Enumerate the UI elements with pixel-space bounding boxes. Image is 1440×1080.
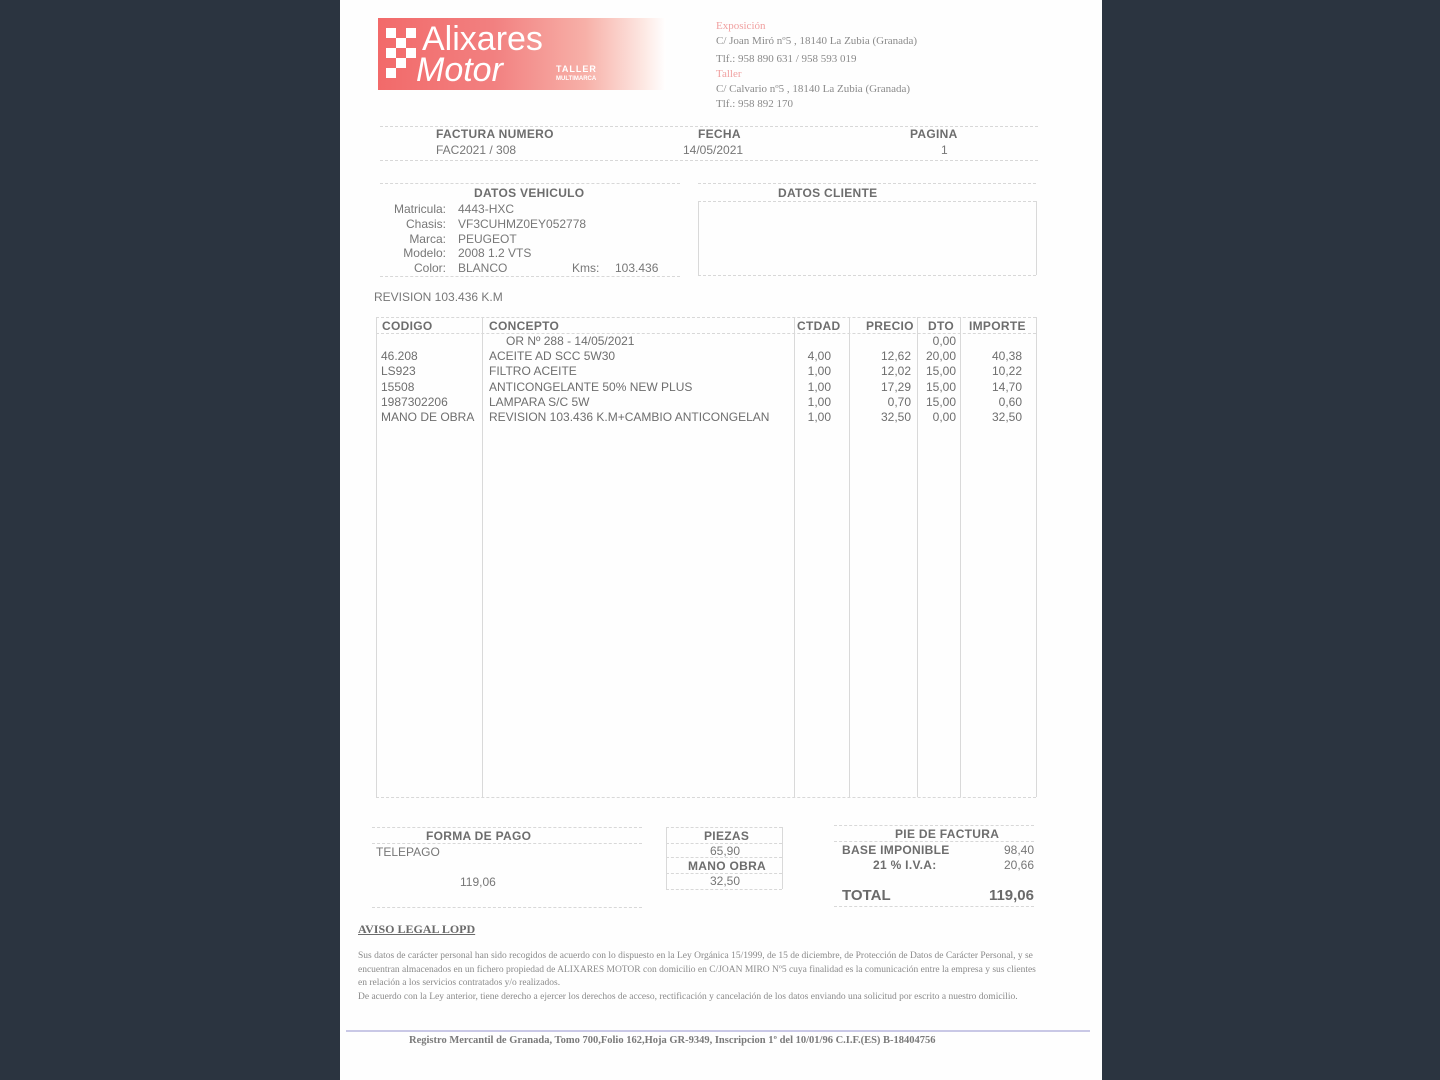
exposicion-phone: Tlf.: 958 890 631 / 958 593 019 — [716, 53, 857, 65]
checker-square — [406, 48, 416, 58]
cell-dto: 15,00 — [925, 395, 956, 409]
taxable-base-label: BASE IMPONIBLE — [842, 843, 950, 857]
divider — [834, 841, 1034, 842]
cell-dto: 15,00 — [925, 380, 956, 394]
taller-phone: Tlf.: 958 892 170 — [716, 98, 793, 110]
cell-precio: 32,50 — [880, 410, 911, 424]
cell-ctdad: 1,00 — [807, 364, 831, 378]
labour-value: 32,50 — [710, 874, 741, 888]
total-label: TOTAL — [842, 887, 891, 904]
table-bottom-border — [376, 797, 1036, 798]
invoice-date: 14/05/2021 — [683, 143, 744, 157]
taxable-base-value: 98,40 — [1003, 843, 1034, 857]
legal-paragraph-1: Sus datos de carácter personal han sido recogidos de acuerdo con lo dispuesto en la Ley Orgánica 15/1999, de 15 de diciembre, de Protección de Datos de Carácter Personal, y se encuentran almacenados en un fichero propiedad de ALIXARES MOTOR con domicilio en C/JOAN MIRO Nº5 cuya finalidad es la comunicación entre la empresa y sus clientes en relación a los servicios contratados y/o realizados. — [358, 951, 1036, 988]
client-box-left — [698, 201, 699, 275]
logo-name-line2: Motor — [416, 51, 503, 89]
checker-square — [396, 58, 406, 68]
legal-paragraph-2: De acuerdo con la Ley anterior, tiene derecho a ejercer los derechos de acceso, rectificación y cancelación de los datos enviando una solicitud por escrito a nuestro domicilio. — [358, 991, 1018, 1002]
color-value: BLANCO — [458, 261, 508, 275]
invoice-number: FAC2021 / 308 — [436, 143, 517, 157]
labour-label: MANO OBRA — [688, 859, 767, 873]
kms-label: Kms: — [572, 261, 600, 275]
cell-codigo: 46.208 — [381, 349, 418, 363]
taller-label: Taller — [716, 68, 742, 80]
checker-square — [396, 38, 406, 48]
checker-square — [406, 28, 416, 38]
cell-importe: 32,50 — [991, 410, 1022, 424]
exposicion-address: C/ Joan Miró nº5 , 18140 La Zubia (Granada) — [716, 35, 918, 47]
col-header-dto: DTO — [928, 319, 955, 333]
col-header-precio: PRECIO — [866, 319, 914, 333]
exposicion-label: Exposición — [716, 20, 766, 32]
invoice-number-label: FACTURA NUMERO — [436, 127, 554, 141]
cell-importe: 40,38 — [991, 349, 1022, 363]
cell-concepto: REVISION 103.436 K.M+CAMBIO ANTICONGELAN — [489, 410, 770, 424]
col-header-concepto: CONCEPTO — [489, 319, 560, 333]
cell-precio: 12,62 — [880, 349, 911, 363]
divider — [698, 183, 1036, 184]
total-value: 119,06 — [988, 887, 1034, 904]
checker-square — [386, 28, 396, 38]
col-divider — [849, 317, 850, 797]
col-header-ctdad: CTDAD — [797, 319, 841, 333]
invoice-page — [340, 0, 1102, 1080]
col-divider — [960, 317, 961, 797]
footer-rule — [346, 1030, 1090, 1032]
divider — [666, 889, 782, 890]
cell-importe: 10,22 — [991, 364, 1022, 378]
cell-importe: 0,60 — [998, 395, 1022, 409]
client-box-right — [1036, 201, 1037, 275]
col-divider — [1036, 317, 1037, 797]
cell-concepto: FILTRO ACEITE — [489, 364, 577, 378]
logo-subtitle: MULTIMARCA — [556, 76, 597, 82]
cell-ctdad: 4,00 — [807, 349, 831, 363]
divider — [380, 160, 1038, 161]
divider — [834, 906, 1034, 907]
checker-square — [386, 68, 396, 78]
box-right — [782, 827, 783, 889]
page-number: 1 — [941, 143, 948, 157]
plate-label: Matricula: — [393, 202, 446, 216]
cell-precio: 12,02 — [880, 364, 911, 378]
vat-value: 20,66 — [1003, 858, 1034, 872]
plate-value: 4443-HXC — [458, 202, 515, 216]
vat-label: 21 % I.V.A: — [873, 858, 937, 872]
order-dto: 0,00 — [932, 334, 956, 348]
page-label: PAGINA — [910, 127, 958, 141]
parts-value: 65,90 — [710, 844, 741, 858]
table-top-border — [376, 317, 1036, 318]
divider — [372, 907, 642, 908]
legal-notice — [358, 950, 1038, 1004]
model-label: Modelo: — [403, 246, 446, 260]
cell-dto: 20,00 — [925, 349, 956, 363]
invoice-date-label: FECHA — [698, 127, 741, 141]
divider — [380, 276, 680, 277]
payment-amount: 119,06 — [460, 875, 496, 889]
cell-importe: 14,70 — [991, 380, 1022, 394]
revision-label: REVISION 103.436 K.M — [374, 290, 503, 304]
model-value: 2008 1.2 VTS — [458, 246, 532, 260]
brand-value: PEUGEOT — [458, 232, 517, 246]
parts-label: PIEZAS — [704, 829, 750, 843]
checker-square — [386, 48, 396, 58]
footer-title: PIE DE FACTURA — [895, 827, 1000, 841]
divider — [698, 275, 1036, 276]
cell-ctdad: 1,00 — [807, 410, 831, 424]
payment-title: FORMA DE PAGO — [426, 829, 532, 843]
cell-concepto: LAMPARA S/C 5W — [489, 395, 590, 409]
cell-concepto: ACEITE AD SCC 5W30 — [489, 349, 616, 363]
divider — [834, 825, 1034, 826]
cell-precio: 17,29 — [880, 380, 911, 394]
color-label: Color: — [413, 261, 446, 275]
logo-name-line1: Alixares — [422, 20, 543, 58]
cell-codigo: MANO DE OBRA — [381, 410, 475, 424]
box-left — [666, 827, 667, 889]
cell-ctdad: 1,00 — [807, 380, 831, 394]
brand-label: Marca: — [409, 232, 446, 246]
divider — [666, 827, 782, 828]
col-header-importe: IMPORTE — [969, 319, 1026, 333]
cell-dto: 0,00 — [932, 410, 956, 424]
payment-method: TELEPAGO — [376, 845, 440, 859]
company-logo — [378, 18, 666, 90]
taller-address: C/ Calvario nº5 , 18140 La Zubia (Granada) — [716, 83, 911, 95]
cell-ctdad: 1,00 — [807, 395, 831, 409]
vehicle-title: DATOS VEHICULO — [474, 186, 585, 200]
cell-concepto: ANTICONGELANTE 50% NEW PLUS — [489, 380, 693, 394]
kms-value: 103.436 — [615, 261, 659, 275]
col-divider — [482, 317, 483, 797]
chassis-label: Chasis: — [405, 217, 446, 231]
col-divider — [376, 317, 377, 797]
cell-codigo: 1987302206 — [381, 395, 448, 409]
logo-taller: TALLER — [556, 64, 597, 74]
col-header-codigo: CODIGO — [382, 319, 433, 333]
order-line: OR Nº 288 - 14/05/2021 — [506, 334, 635, 348]
divider — [372, 827, 642, 828]
divider — [698, 201, 1036, 202]
registry-info: Registro Mercantil de Granada, Tomo 700,Folio 162,Hoja GR-9349, Inscripcion 1º del 10/01/96 C.I.F.(ES) B-18404756 — [409, 1035, 936, 1046]
cell-precio: 0,70 — [887, 395, 911, 409]
cell-dto: 15,00 — [925, 364, 956, 378]
divider — [666, 857, 782, 858]
chassis-value: VF3CUHMZ0EY052778 — [458, 217, 587, 231]
cell-codigo: 15508 — [381, 380, 415, 394]
cell-codigo: LS923 — [381, 364, 416, 378]
legal-title: AVISO LEGAL LOPD — [358, 922, 476, 936]
divider — [372, 843, 642, 844]
client-title: DATOS CLIENTE — [778, 186, 878, 200]
divider — [380, 183, 680, 184]
